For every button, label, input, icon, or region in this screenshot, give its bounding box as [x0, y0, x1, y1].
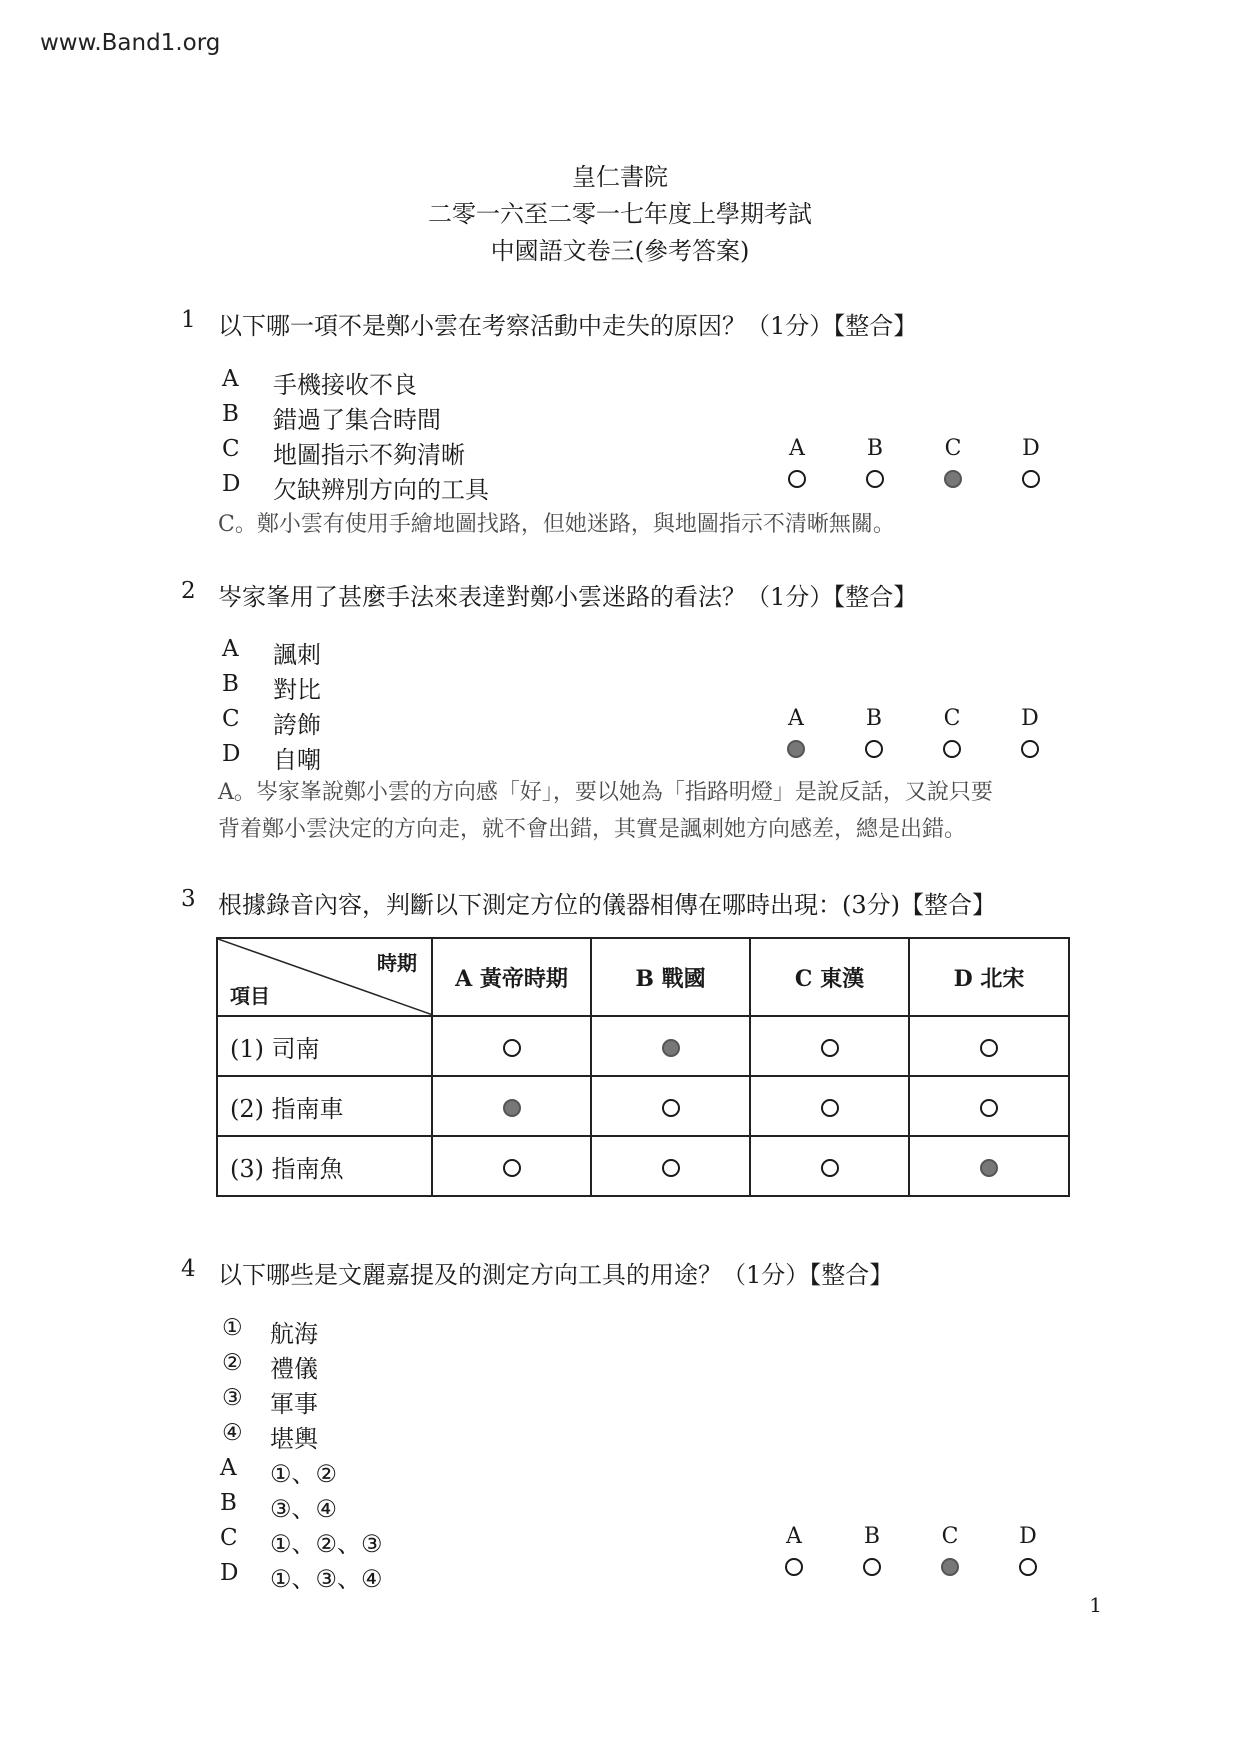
option-text: 自嘲	[273, 746, 321, 774]
question-number: 4	[181, 1256, 196, 1282]
row-label: (3) 指南魚	[217, 1136, 432, 1196]
answer-letter: A	[789, 436, 805, 461]
option-text: 欠缺辨別方向的工具	[273, 476, 489, 504]
option-letter: D	[222, 471, 241, 497]
explanation-text: 背着鄭小雲決定的方向走，就不會出錯，其實是諷刺她方向感差，總是出錯。	[218, 817, 967, 842]
question-text: 以下哪些是文麗嘉提及的測定方向工具的用途？（1分）【整合】	[218, 1261, 894, 1289]
option-letter: D	[222, 741, 241, 767]
explanation-text: C。鄭小雲有使用手繪地圖找路，但她迷路，與地圖指示不清晰無關。	[218, 512, 895, 537]
question-text: 岑家峯用了甚麼手法來表達對鄭小雲迷路的看法？（1分）【整合】	[218, 583, 918, 611]
option-letter: A	[222, 636, 239, 662]
option-text: 錯過了集合時間	[273, 406, 441, 434]
answer-bubble[interactable]	[503, 1099, 521, 1117]
corner-top-label: 時期	[377, 951, 417, 975]
answer-letter: B	[865, 706, 883, 731]
option-letter: B	[222, 401, 239, 427]
item-text: 禮儀	[270, 1355, 318, 1383]
answer-bubble[interactable]	[944, 470, 962, 488]
answer-bubble[interactable]	[821, 1039, 839, 1057]
exam-title: 二零一六至二零一七年度上學期考試	[428, 200, 812, 228]
answer-bubble[interactable]	[785, 1558, 803, 1576]
answer-bubble[interactable]	[662, 1159, 680, 1177]
explanation-text: A。岑家峯說鄭小雲的方向感「好」，要以她為「指路明燈」是說反話，又說只要	[218, 780, 993, 805]
school-name: 皇仁書院	[572, 163, 668, 191]
item-text: 軍事	[270, 1390, 318, 1418]
question-text: 以下哪一項不是鄭小雲在考察活動中走失的原因？（1分）【整合】	[218, 312, 918, 340]
row-label: (2) 指南車	[217, 1076, 432, 1136]
option-letter: C	[222, 706, 240, 732]
item-text: 堪輿	[270, 1425, 318, 1453]
table-row	[217, 1076, 1069, 1136]
option-letter: B	[220, 1490, 237, 1516]
option-text: 諷刺	[273, 641, 321, 669]
answer-bubble[interactable]	[943, 740, 961, 758]
option-letter: D	[220, 1560, 239, 1586]
item-mark: ②	[222, 1350, 243, 1376]
answer-bubble[interactable]	[503, 1039, 521, 1057]
option-text: 地圖指示不夠清晰	[273, 441, 465, 469]
answer-letter: C	[941, 1524, 959, 1549]
item-mark: ①	[222, 1315, 243, 1341]
corner-bottom-label: 項目	[230, 984, 270, 1008]
answer-bubble[interactable]	[821, 1099, 839, 1117]
option-letter: C	[220, 1525, 238, 1551]
option-letter: C	[222, 436, 240, 462]
answer-bubble[interactable]	[1021, 740, 1039, 758]
answer-letter: C	[943, 706, 961, 731]
question-text: 根據錄音內容，判斷以下測定方位的儀器相傳在哪時出現：(3分)【整合】	[218, 891, 996, 919]
option-text: ①、②	[270, 1460, 338, 1488]
option-text: ①、②、③	[270, 1530, 383, 1558]
option-text: ①、③、④	[270, 1565, 383, 1593]
item-text: 航海	[270, 1320, 318, 1348]
table-row	[217, 1016, 1069, 1076]
answer-letter: A	[786, 1524, 802, 1549]
option-text: 誇飾	[273, 711, 321, 739]
question-number: 3	[181, 886, 196, 912]
answer-letter: A	[788, 706, 804, 731]
row-label: (1) 司南	[217, 1016, 432, 1076]
answer-letter: B	[863, 1524, 881, 1549]
paper-title: 中國語文卷三(參考答案)	[490, 237, 750, 265]
answer-table	[216, 937, 1070, 1197]
item-mark: ③	[222, 1385, 243, 1411]
answer-bubble[interactable]	[1019, 1558, 1037, 1576]
answer-bubble[interactable]	[788, 470, 806, 488]
answer-bubble[interactable]	[865, 740, 883, 758]
answer-bubble[interactable]	[503, 1159, 521, 1177]
option-letter: A	[222, 366, 239, 392]
item-mark: ④	[222, 1420, 243, 1446]
question-number: 2	[181, 578, 196, 604]
answer-letter: D	[1021, 706, 1039, 731]
page-number: 1	[1089, 1593, 1102, 1617]
answer-letter: C	[944, 436, 962, 461]
answer-bubble[interactable]	[980, 1039, 998, 1057]
answer-bubble[interactable]	[980, 1159, 998, 1177]
option-text: 對比	[273, 676, 321, 704]
question-number: 1	[181, 307, 196, 333]
column-header: C 東漢	[750, 938, 909, 1016]
site-watermark: www.Band1.org	[40, 30, 221, 56]
answer-bubble[interactable]	[662, 1099, 680, 1117]
answer-bubble[interactable]	[787, 740, 805, 758]
answer-bubble[interactable]	[863, 1558, 881, 1576]
column-header: A 黃帝時期	[432, 938, 591, 1016]
option-letter: A	[220, 1455, 237, 1481]
answer-bubble[interactable]	[980, 1099, 998, 1117]
answer-bubble[interactable]	[821, 1159, 839, 1177]
column-header: B 戰國	[591, 938, 750, 1016]
table-header-row	[217, 938, 1069, 1016]
answer-letter: D	[1022, 436, 1040, 461]
option-letter: B	[222, 671, 239, 697]
option-text: 手機接收不良	[273, 371, 417, 399]
answer-letter: B	[866, 436, 884, 461]
option-text: ③、④	[270, 1495, 338, 1523]
table-corner-cell	[217, 938, 432, 1016]
answer-letter: D	[1019, 1524, 1037, 1549]
column-header: D 北宋	[909, 938, 1069, 1016]
answer-bubble[interactable]	[1022, 470, 1040, 488]
table-row	[217, 1136, 1069, 1196]
answer-bubble[interactable]	[866, 470, 884, 488]
answer-bubble[interactable]	[941, 1558, 959, 1576]
answer-bubble[interactable]	[662, 1039, 680, 1057]
